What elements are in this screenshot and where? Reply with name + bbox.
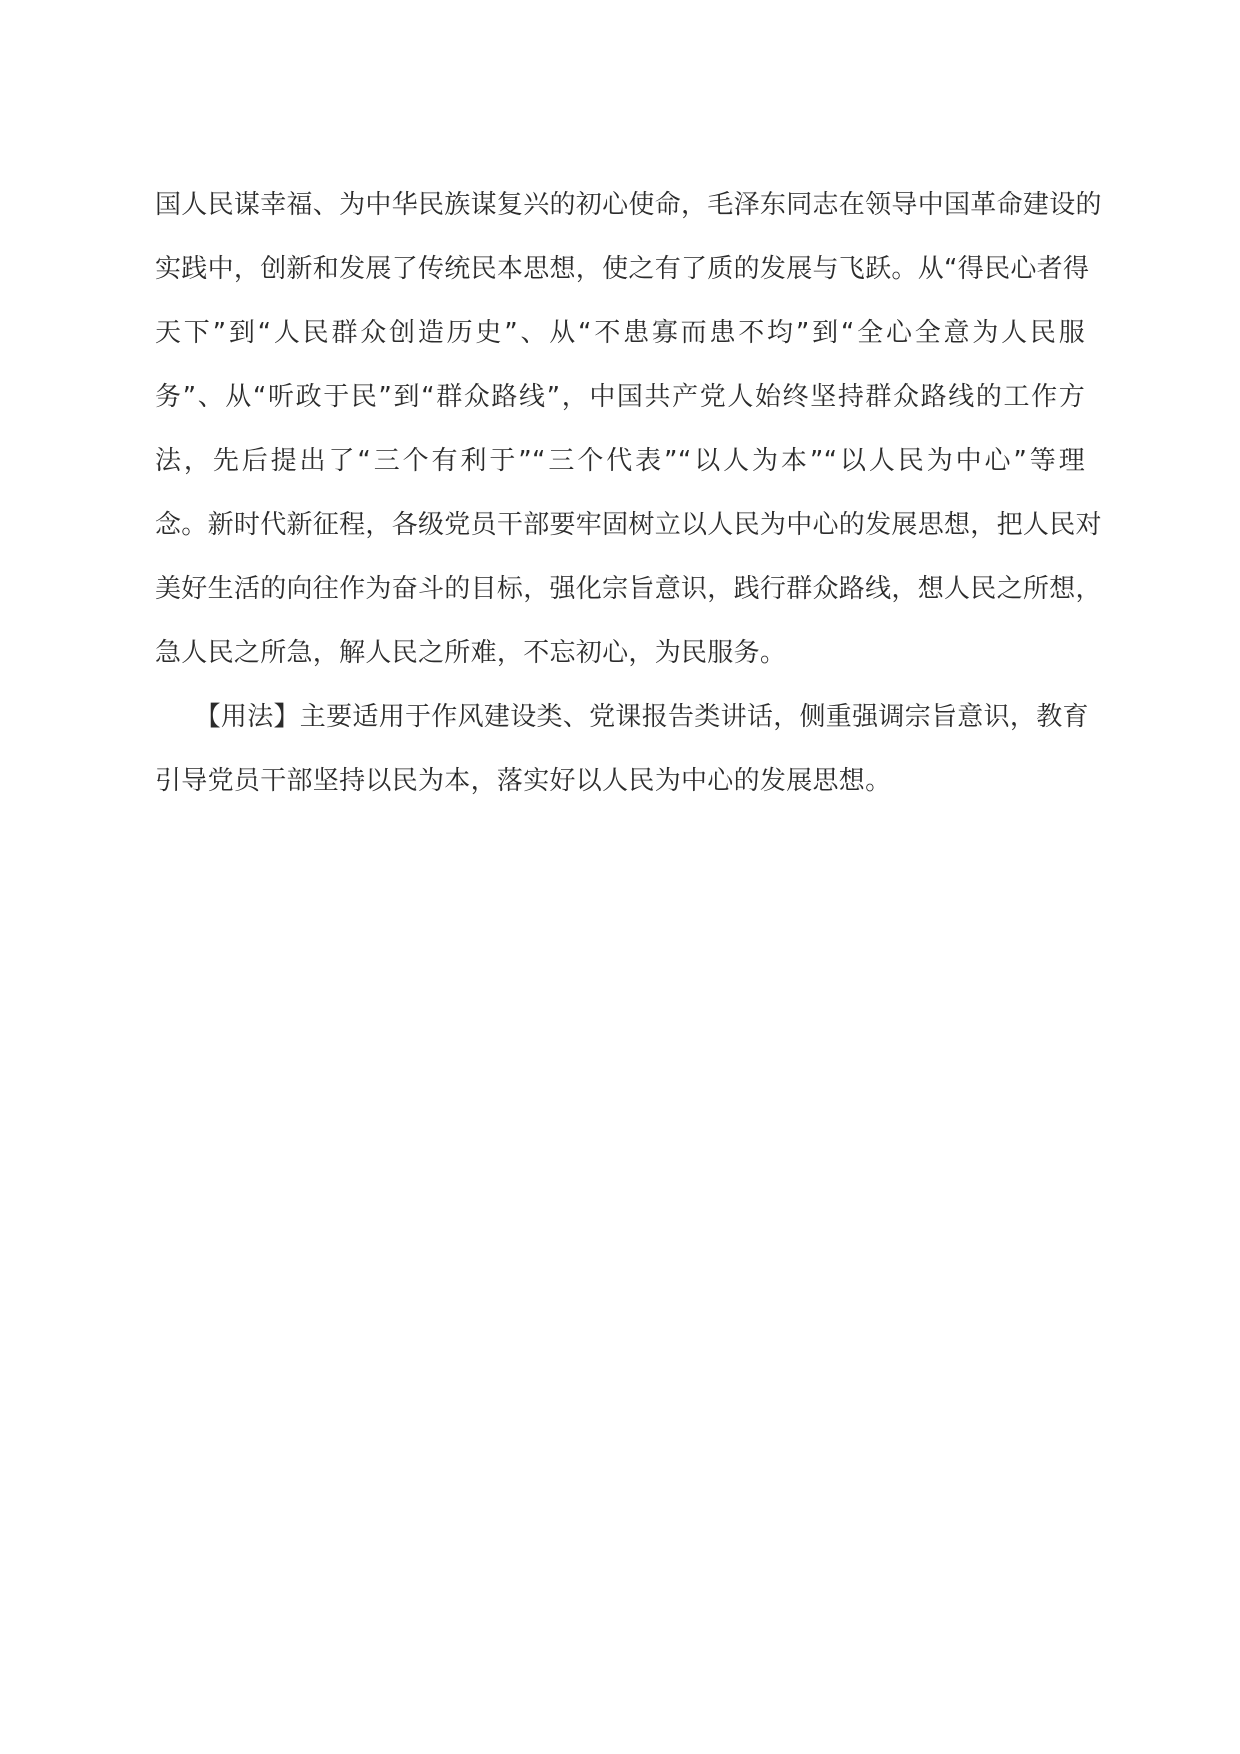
- paragraph-line: 念。新时代新征程，各级党员干部要牢固树立以人民为中心的发展思想，把人民对: [155, 510, 1102, 540]
- paragraph-line: 美好生活的向往作为奋斗的目标，强化宗旨意识，践行群众路线，想人民之所想，: [155, 574, 1102, 604]
- paragraph-usage: [155, 702, 1089, 796]
- usage-line-last: 引导党员干部坚持以民为本，落实好以人民为中心的发展思想。: [155, 766, 892, 796]
- paragraph-line-last: 急人民之所急，解人民之所难，不忘初心，为民服务。: [155, 638, 787, 668]
- paragraph-line: 务”、从“听政于民”到“群众路线”，中国共产党人始终坚持群众路线的工作方: [155, 382, 1085, 412]
- paragraph-line: 天下”到“人民群众创造历史”、从“不患寡而患不均”到“全心全意为人民服: [155, 318, 1085, 348]
- paragraph-line: 实践中，创新和发展了传统民本思想，使之有了质的发展与飞跃。从“得民心者得: [155, 254, 1090, 284]
- paragraph-line: 国人民谋幸福、为中华民族谋复兴的初心使命，毛泽东同志在领导中国革命建设的: [155, 190, 1102, 220]
- body-text: [155, 190, 1102, 830]
- paragraph-line: 法，先后提出了“三个有利于”“三个代表”“以人为本”“以人民为中心”等理: [155, 446, 1085, 476]
- usage-line: 【用法】主要适用于作风建设类、党课报告类讲话，侧重强调宗旨意识，教育: [155, 702, 1089, 732]
- paragraph-main: [155, 190, 1102, 668]
